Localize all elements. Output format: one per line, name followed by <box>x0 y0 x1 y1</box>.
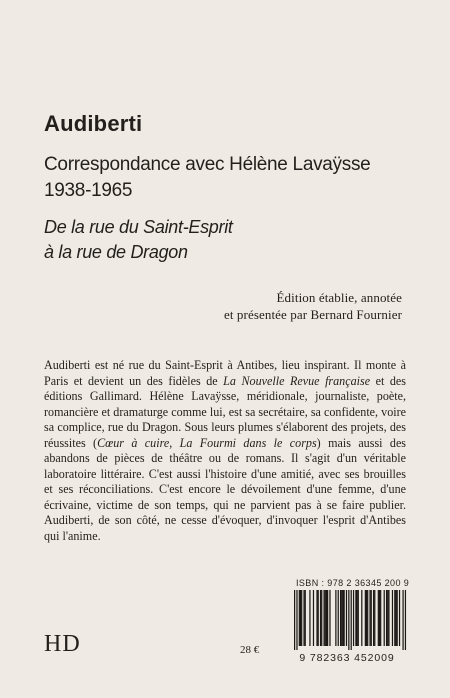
barcode-bar <box>313 590 314 646</box>
barcode-bar <box>356 590 357 646</box>
summary-text: Audiberti est né rue du Saint-Esprit à Antibes, lieu inspirant. Il monte à Paris et devient un des fidèles de <box>44 358 406 388</box>
barcode-bar <box>395 590 396 646</box>
barcode-bar <box>335 590 336 646</box>
book-subtitle: De la rue du Saint-Esprit <box>44 217 233 237</box>
barcode-bar <box>378 590 379 646</box>
barcode-bar <box>346 590 347 646</box>
barcode-bar <box>397 590 398 646</box>
barcode-bar <box>294 590 295 650</box>
price: 28 € <box>240 644 260 656</box>
barcode-bar <box>402 590 403 650</box>
barcode-bar <box>318 590 319 646</box>
barcode-bar <box>303 590 304 646</box>
barcode-bar <box>341 590 342 646</box>
barcode-bar <box>320 590 321 646</box>
barcode-bar <box>340 590 341 646</box>
book-subtitle-line2: à la rue de Dragon <box>44 242 188 262</box>
book-title-dates: 1938-1965 <box>44 180 133 201</box>
barcode-bar <box>305 590 306 646</box>
editor-credit: Édition établie, annotée <box>276 290 402 305</box>
back-cover-summary <box>44 358 406 544</box>
summary-text: et des éditions Gallimard. Hélène Lavaÿsse, méridionale, journaliste, poète, romancière et dramaturge comme lui, est sa secrétaire, sa confidente, voire sa complice, rue du Dragon. Sous leurs plumes s'élaborent des projets, des réussites ( <box>44 373 407 450</box>
barcode-bar <box>374 590 375 646</box>
barcode-bar <box>351 590 352 650</box>
barcode-bar <box>366 590 367 646</box>
isbn-label: ISBN : 978 2 36345 200 9 <box>296 578 410 588</box>
barcode-digits: 9 782363 452009 <box>299 652 395 664</box>
summary-journal-title: La Nouvelle Revue française <box>223 373 371 388</box>
barcode-bar <box>384 590 385 646</box>
barcode-bar <box>296 590 297 650</box>
barcode-bar <box>367 590 368 646</box>
barcode-bar <box>373 590 374 646</box>
barcode-bar <box>405 590 406 650</box>
barcode-bar <box>301 590 302 646</box>
barcode-bar <box>327 590 328 646</box>
barcode-bar <box>323 590 324 646</box>
barcode-bar <box>387 590 388 646</box>
summary-book-titles: Cœur à cuire, La Fourmi dans le corps <box>97 435 317 450</box>
barcode-bar <box>299 590 300 646</box>
barcode-bar <box>353 590 354 646</box>
barcode-bar <box>365 590 366 646</box>
barcode-bar <box>369 590 370 646</box>
barcode-bar <box>321 590 322 646</box>
barcode-bar <box>386 590 387 646</box>
summary-text: ) mais aussi des abandons de pièces de théâtre ou de romans. Il s'agit d'un véritable laboratoire littéraire. C'est aussi l'histoire d'une amitié, avec ses brouilles et ses réconciliations. C'est encore le dévoilement d'une femme, d'une écrivaine, victime de son temps, qui ne parvient pas à se faire publier. Audiberti, de son côté, ne cesse d'évoquer, d'invoquer l'esprit d'Antibes qui l'anime. <box>44 435 407 543</box>
editor-credit-line2: et présentée par Bernard Fournier <box>224 307 402 322</box>
barcode-bar <box>399 590 400 646</box>
book-title: Correspondance avec Hélène Lavaÿsse <box>44 154 371 175</box>
barcode-bar <box>329 590 330 646</box>
barcode <box>286 590 408 650</box>
barcode-bar <box>344 590 345 646</box>
barcode-bar <box>371 590 372 646</box>
barcode-bar <box>379 590 380 646</box>
barcode-bar <box>338 590 339 646</box>
barcode-bar <box>316 590 317 646</box>
barcode-bar <box>388 590 389 646</box>
barcode-bar <box>300 590 301 646</box>
publisher-logo: HD <box>44 631 81 657</box>
barcode-bar <box>355 590 356 646</box>
barcode-bar <box>342 590 343 646</box>
barcode-bar <box>361 590 362 646</box>
barcode-bar <box>309 590 310 646</box>
barcode-bar <box>394 590 395 646</box>
barcode-bar <box>392 590 393 646</box>
barcode-bar <box>348 590 349 650</box>
author-name: Audiberti <box>44 111 143 136</box>
barcode-bar <box>380 590 381 646</box>
barcode-bar <box>325 590 326 646</box>
barcode-bar <box>326 590 327 646</box>
barcode-bar <box>358 590 359 646</box>
